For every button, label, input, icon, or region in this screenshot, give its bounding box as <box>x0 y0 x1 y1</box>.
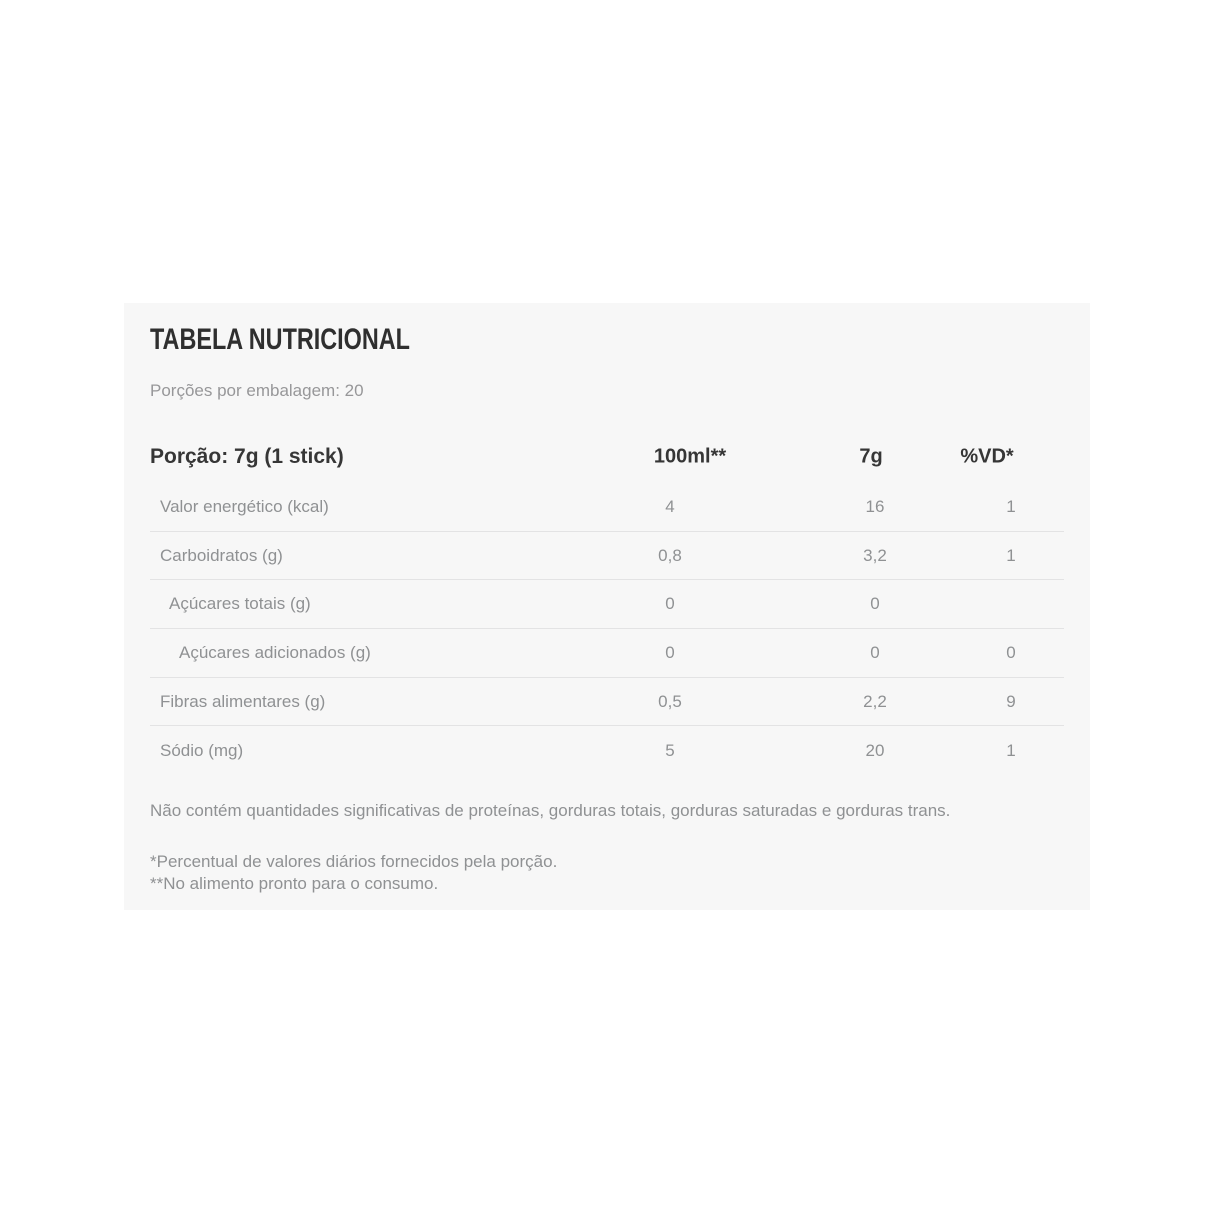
value-vd-percent: 9 <box>1006 691 1016 711</box>
value-per-portion: 0 <box>870 642 880 662</box>
nutrient-label: Carboidratos (g) <box>160 545 283 565</box>
column-header-100ml: 100ml** <box>653 445 727 467</box>
column-header-7g: 7g <box>859 445 883 467</box>
value-vd-percent: 1 <box>1006 545 1016 565</box>
table-row <box>150 532 1064 581</box>
no-significant-amounts-note: Não contém quantidades significativas de proteínas, gorduras totais, gorduras saturadas e gorduras trans. <box>150 801 951 821</box>
servings-per-package: Porções por embalagem: 20 <box>150 381 364 400</box>
value-vd-percent: 0 <box>1006 642 1016 662</box>
value-per-portion: 2,2 <box>863 691 887 711</box>
table-header-row <box>150 441 1064 472</box>
table-body <box>150 483 1064 775</box>
value-per-portion: 0 <box>870 594 880 614</box>
nutrition-table <box>150 441 1064 775</box>
nutrient-label: Fibras alimentares (g) <box>160 691 326 711</box>
value-per-100ml: 0,8 <box>658 545 682 565</box>
footnotes <box>150 851 1064 895</box>
value-per-100ml: 0 <box>665 642 675 662</box>
value-per-100ml: 5 <box>665 740 675 760</box>
footnote-ready-to-consume: **No alimento pronto para o consumo. <box>150 874 439 894</box>
nutrient-label: Açúcares adicionados (g) <box>179 642 371 662</box>
value-per-portion: 3,2 <box>863 545 887 565</box>
column-header-vd: %VD* <box>960 445 1014 467</box>
footnote-daily-values: *Percentual de valores diários fornecidos pela porção. <box>150 852 558 872</box>
nutrition-panel <box>124 303 1090 910</box>
table-row <box>150 678 1064 727</box>
panel-title: TABELA NUTRICIONAL <box>150 323 410 356</box>
value-per-portion: 20 <box>865 740 885 760</box>
nutrient-label: Valor energético (kcal) <box>160 496 329 516</box>
portion-size-label: Porção: 7g (1 stick) <box>150 445 344 468</box>
value-per-100ml: 0 <box>665 594 675 614</box>
nutrient-label: Sódio (mg) <box>160 740 244 760</box>
table-row <box>150 580 1064 629</box>
table-row <box>150 483 1064 532</box>
value-vd-percent: 1 <box>1006 496 1016 516</box>
table-row <box>150 629 1064 678</box>
value-per-100ml: 4 <box>665 496 675 516</box>
value-per-100ml: 0,5 <box>658 691 682 711</box>
value-vd-percent: 1 <box>1006 740 1016 760</box>
value-per-portion: 16 <box>865 496 885 516</box>
table-row <box>150 726 1064 775</box>
nutrient-label: Açúcares totais (g) <box>169 594 311 614</box>
